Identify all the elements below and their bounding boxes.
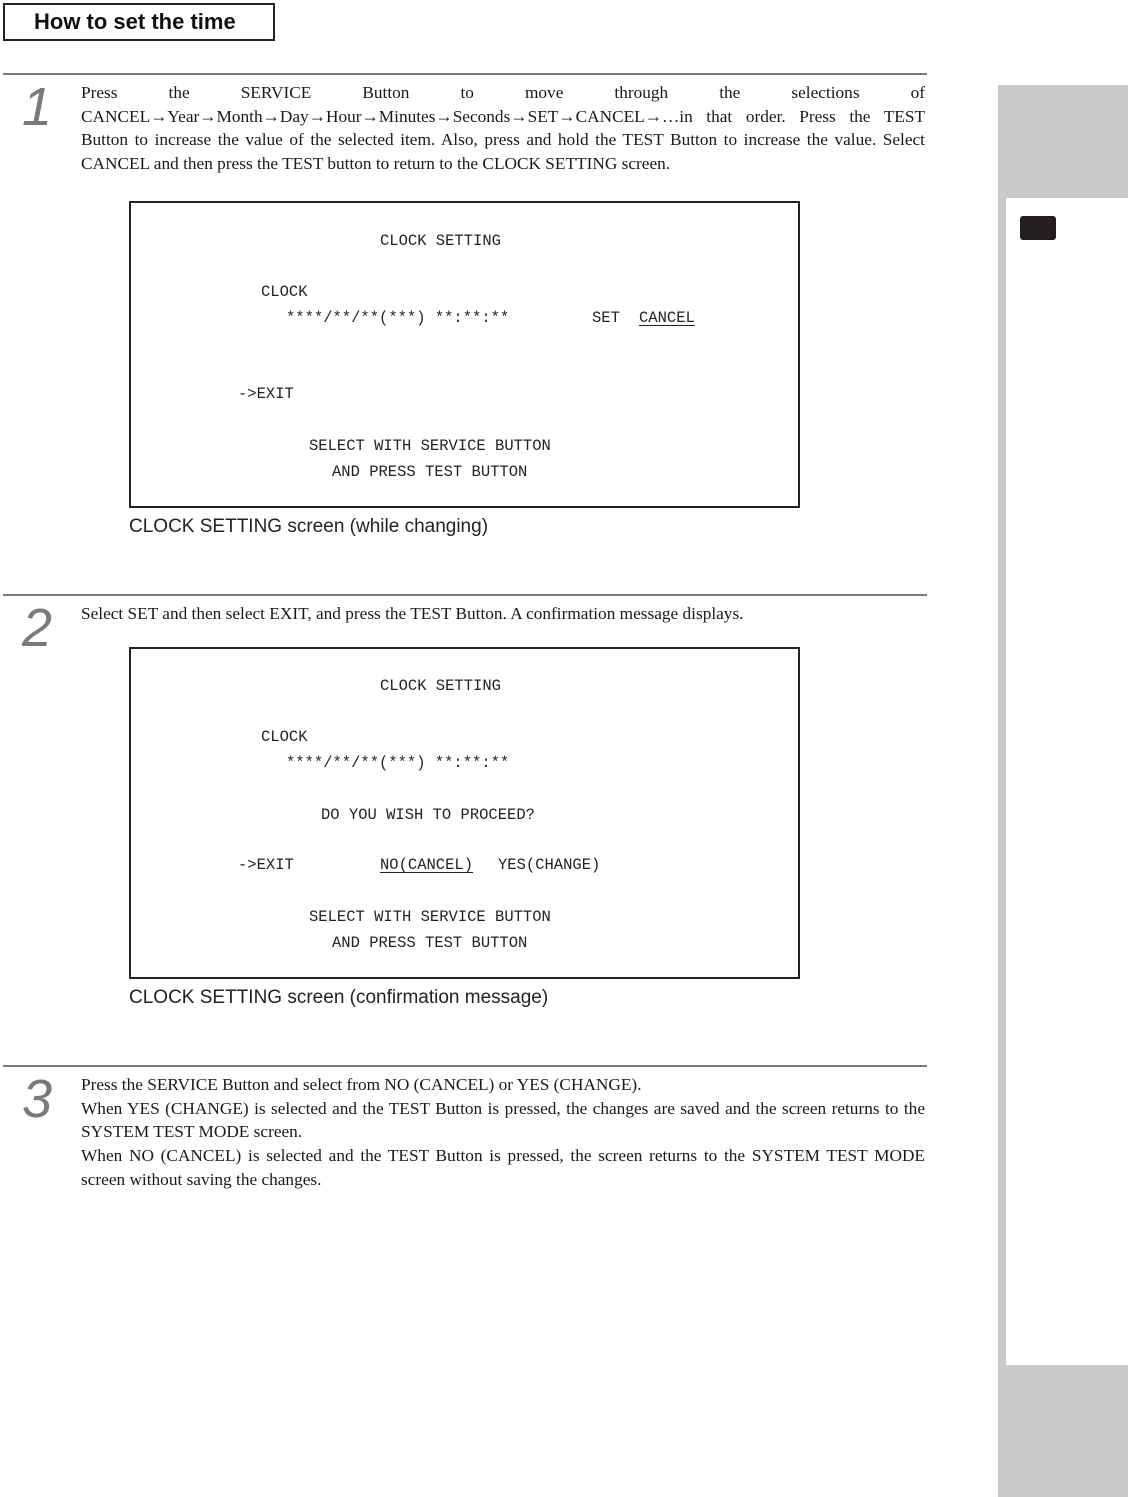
screen-title: CLOCK SETTING	[380, 677, 501, 695]
clock-value: ****/**/**(***) **:**:**	[286, 309, 510, 327]
step-paragraph: Press the SERVICE Button and select from NO (CANCEL) or YES (CHANGE).	[81, 1075, 642, 1094]
step-paragraph: When NO (CANCEL) is selected and the TEST Button is pressed, the screen returns to the SYSTEM TEST MODE screen without saving the changes.	[81, 1146, 925, 1189]
sidebar-tab-top	[998, 85, 1128, 198]
clock-setting-screen	[129, 201, 800, 508]
step-number: 2	[22, 598, 53, 658]
exit-option: ->EXIT	[238, 856, 294, 874]
step-text	[81, 1073, 925, 1192]
clock-value: ****/**/**(***) **:**:**	[286, 754, 510, 772]
instruction-line-2: AND PRESS TEST BUTTON	[332, 934, 528, 952]
set-option: SET	[592, 309, 620, 327]
exit-option: ->EXIT	[238, 385, 294, 403]
step-paragraph: When YES (CHANGE) is selected and the TEST Button is pressed, the changes are saved and the screen returns to the SYSTEM TEST MODE screen.	[81, 1098, 925, 1142]
step-number: 3	[22, 1069, 53, 1129]
step-paragraph: Select SET and then select EXIT, and press the TEST Button. A confirmation message displays.	[81, 604, 744, 623]
no-cancel-option: NO(CANCEL)	[380, 856, 474, 874]
instruction-line-1: SELECT WITH SERVICE BUTTON	[309, 908, 551, 926]
sidebar-tab-panel	[1006, 198, 1128, 1365]
step-number: 1	[22, 77, 53, 137]
step-text	[81, 602, 925, 626]
step-divider	[3, 594, 927, 596]
section-title: How to set the time	[3, 3, 275, 41]
step-paragraph: Press the SERVICE Button to move through the selections of CANCEL→Year→Month→Day→Hour→Minutes→Seconds→SET→CANCEL→…in that order. Press the TEST Button to increase the value of the selected item. Also, press and hold the TEST Button to increase the value. Select CANCEL and then press the TEST button to return to the CLOCK SETTING screen.	[81, 83, 925, 174]
step-text	[81, 81, 925, 176]
screen-caption: CLOCK SETTING screen (confirmation message)	[129, 987, 549, 1008]
instruction-line-2: AND PRESS TEST BUTTON	[332, 463, 528, 481]
yes-change-option: YES(CHANGE)	[498, 856, 601, 874]
chapter-marker	[1020, 216, 1056, 240]
step-divider	[3, 73, 927, 75]
clock-label: CLOCK	[261, 728, 308, 746]
screen-title: CLOCK SETTING	[380, 232, 501, 250]
sidebar-tab-edge	[998, 198, 1006, 1365]
step-divider	[3, 1065, 927, 1067]
screen-caption: CLOCK SETTING screen (while changing)	[129, 516, 489, 537]
instruction-line-1: SELECT WITH SERVICE BUTTON	[309, 437, 551, 455]
confirm-prompt: DO YOU WISH TO PROCEED?	[321, 806, 535, 824]
cancel-option: CANCEL	[639, 309, 695, 327]
sidebar-tab-bottom	[998, 1365, 1128, 1497]
clock-confirmation-screen	[129, 647, 800, 979]
clock-label: CLOCK	[261, 283, 308, 301]
